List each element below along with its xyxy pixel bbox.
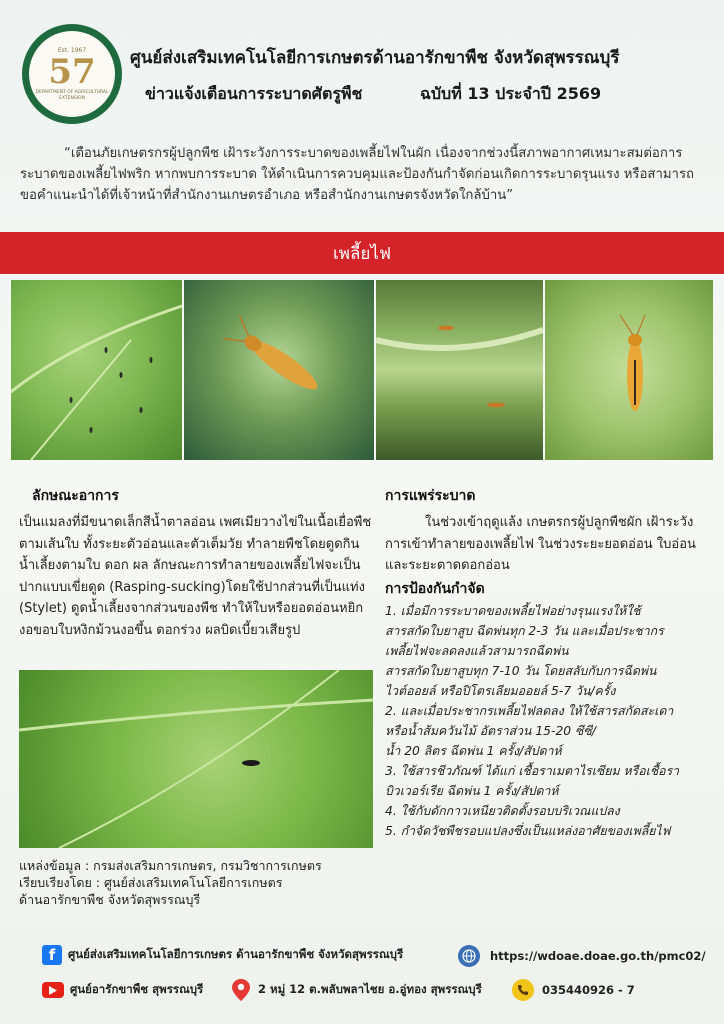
leaf-thrips-photo — [19, 670, 373, 848]
phone-icon — [512, 979, 534, 1001]
youtube-icon — [42, 982, 64, 998]
symptoms-body: เป็นแมลงที่มีขนาดเล็กสีน้ำตาลอ่อน เพศเมียวางไข่ในเนื้อเยื่อพืชตามเส้นใบ ทั้งระยะตัวอ่อนและตัวเต็มวัย ทำลายพืชโดยดูดกินน้ำเลี้ยงตามใบ ดอก ผล ลักษณะการทำลายของเพลี้ยไฟจะเป็นปากแบบเขี่ยดูด (Rasping-sucking)โดยใช้ปากส่วนที่เป็นแท่ง (Stylet) ดูดน้ำเลี้ยงจากส่วนของพืช ทำให้ใบหรือยอดอ่อนหยิกงอขอบใบหงิกม้วนงอขึ้น ดอกร่วง ผลบิดเบี้ยวเสียรูป — [19, 515, 372, 638]
prevention-line: 2. และเมื่อประชากรเพลี้ยไฟลดลง ให้ใช้สารสกัดสะเดา — [385, 704, 674, 718]
thrips-closeup-photo — [184, 280, 374, 460]
logo-inner — [29, 31, 115, 117]
logo-year: Est. 1967 — [57, 46, 87, 54]
adult-thrips-photo — [545, 280, 713, 460]
source-info — [19, 857, 322, 908]
website-link[interactable] — [458, 945, 706, 967]
prevention-line: บิวเวอร์เรีย ฉีดพ่น 1 ครั้ง/สัปดาห์ — [385, 784, 559, 798]
prevention-heading: การป้องกันกำจัด — [385, 581, 485, 597]
issue-number: ฉบับที่ 13 ประจำปี 2569 — [420, 84, 602, 103]
prevention-list — [385, 601, 715, 841]
spread-heading: การแพร่ระบาด — [385, 488, 476, 504]
prevention-line: 5. กำจัดวัชพืชรอบแปลงซึ่งเป็นแหล่งอาศัยของเพลี้ยไฟ — [385, 824, 671, 838]
prevention-line: สารสกัดใบยาสูบ ฉีดพ่นทุก 2-3 วัน และเมื่อประชากร — [385, 624, 664, 638]
warning-quote: “เตือนภัยเกษตรกรผู้ปลูกพืช เฝ้าระวังการระบาดของเพลี้ยไฟในผัก เนื่องจากช่วงนี้สภาพอากาศเหมาะสมต่อการระบาดของเพลี้ยไฟพริก หากพบการระบาด ให้ดำเนินการควบคุมและป้องกันกำจัดก่อนเกิดการระบาดรุนแรง หรือสามารถ ขอคำแนะนำได้ที่เจ้าหน้าที่สำนักงานเกษตรอำเภอ หรือสำนักงานเกษตรจังหวัดใกล้บ้าน” — [20, 146, 695, 203]
address-info — [232, 979, 482, 1001]
leaf-damage-photo — [11, 280, 182, 460]
prevention-line: ไวต์ออยล์ หรือปิโตรเลียมออยล์ 5-7 วัน/ครั้ง — [385, 684, 616, 698]
address-label: 2 หมู่ 12 ต.พลับพลาไชย อ.อู่ทอง สุพรรณบุรี — [258, 982, 482, 996]
agency-logo — [22, 24, 122, 124]
globe-icon — [458, 945, 480, 967]
prevention-line: 3. ใช้สารชีวภัณฑ์ ได้แก่ เชื้อราเมตาไรเซียม หรือเชื้อรา — [385, 764, 680, 778]
compiled-by-line: เรียบเรียงโดย : ศูนย์ส่งเสริมเทคโนโลยีการเกษตร — [19, 875, 283, 890]
facebook-icon: f — [42, 945, 62, 965]
bulletin-title: ข่าวแจ้งเตือนการระบาดศัตรูพืช — [145, 84, 363, 103]
spread-body: ในช่วงเข้าฤดูแล้ง เกษตรกรผู้ปลูกพืชผัก เฝ้าระวังการเข้าทำลายของเพลี้ยไฟ ในช่วงระยะยอดอ่อน ใบอ่อน และระยะตาดดอกอ่อน — [385, 515, 696, 573]
phone-info — [512, 979, 635, 1001]
facebook-link[interactable] — [42, 945, 403, 965]
prevention-line: สารสกัดใบยาสูบทุก 7-10 วัน โดยสลับกับการฉีดพ่น — [385, 664, 657, 678]
pest-name: เพลี้ยไฟ — [333, 243, 391, 264]
pest-banner — [0, 232, 724, 274]
logo-dept: DEPARTMENT OF AGRICULTURAL EXTENSION — [35, 89, 109, 101]
location-pin-icon — [232, 979, 250, 1001]
logo-number: 57 — [48, 51, 96, 92]
prevention-line: 4. ใช้กับดักกาวเหนียวติดตั้งรอบบริเวณแปลง — [385, 804, 620, 818]
phone-number: 035440926 - 7 — [542, 983, 635, 997]
prevention-line: หรือน้ำส้มควันไม้ อัตราส่วน 15-20 ซีซี/ — [385, 724, 596, 738]
prevention-line: น้ำ 20 ลิตร ฉีดพ่น 1 ครั้ง/สัปดาห์ — [385, 744, 562, 758]
prevention-line: 1. เมื่อมีการระบาดของเพลี้ยไฟอย่างรุนแรงให้ใช้ — [385, 604, 641, 618]
org-title: ศูนย์ส่งเสริมเทคโนโลยีการเกษตรด้านอารักขาพืช จังหวัดสุพรรณบุรี — [130, 48, 620, 68]
prevention-line: เพลี้ยไฟจะลดลงแล้วสามารถฉีดพ่น — [385, 644, 569, 658]
source-line: แหล่งข้อมูล : กรมส่งเสริมการเกษตร, กรมวิชาการเกษตร — [19, 858, 322, 873]
symptoms-heading: ลักษณะอาการ — [32, 488, 119, 504]
website-url: https://wdoae.doae.go.th/pmc02/ — [490, 949, 706, 963]
leaf-vein-photo — [376, 280, 543, 460]
facebook-label: ศูนย์ส่งเสริมเทคโนโลยีการเกษตร ด้านอารักขาพืช จังหวัดสุพรรณบุรี — [68, 947, 404, 961]
youtube-link[interactable] — [42, 981, 203, 999]
compiled-by-line: ด้านอารักขาพืช จังหวัดสุพรรณบุรี — [19, 892, 201, 907]
youtube-label: ศูนย์อารักขาพืช สุพรรณบุรี — [70, 982, 204, 996]
